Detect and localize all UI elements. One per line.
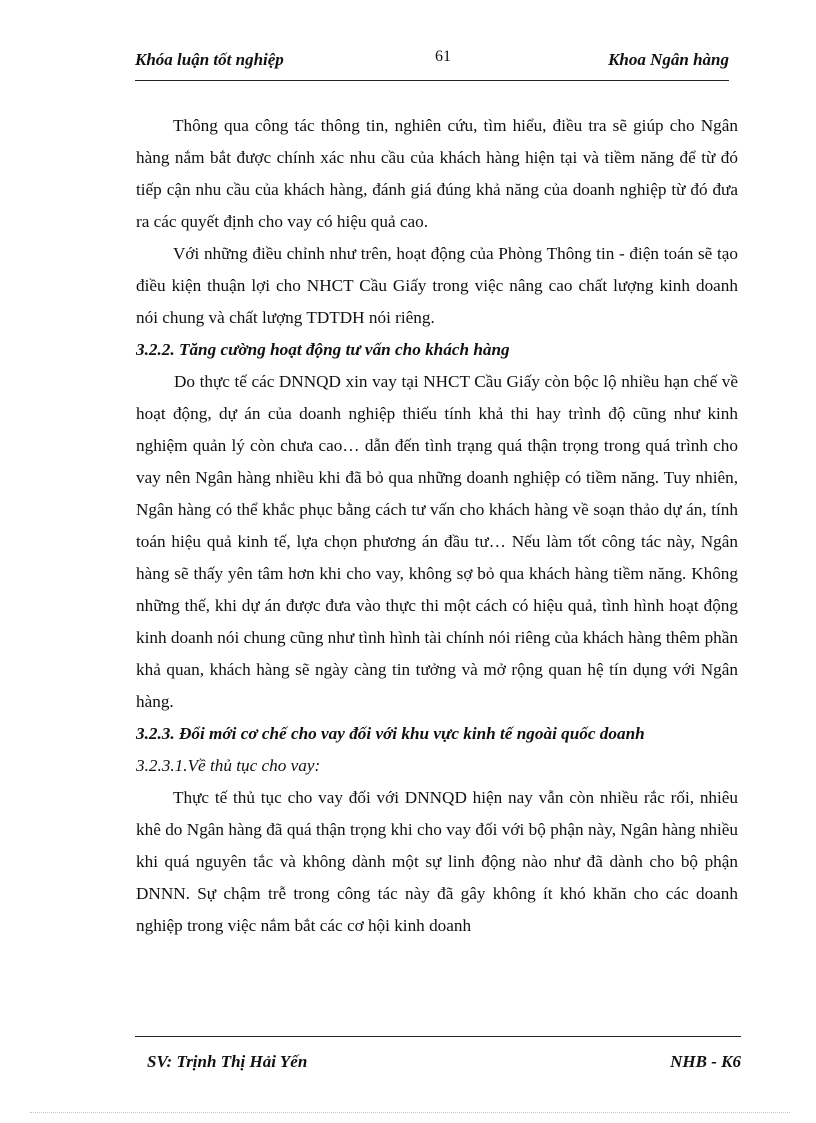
- page-bottom-dotted-line: [30, 1112, 790, 1113]
- footer-rule: [135, 1036, 741, 1037]
- paragraph-it-department: Với những điều chỉnh như trên, hoạt động của Phòng Thông tin - điện toán sẽ tạo điều kiện thuận lợi cho NHCT Cầu Giấy trong việc nâng cao chất lượng kinh doanh nói chung và chất lượng TDTDH nói riêng.: [136, 244, 738, 327]
- header-rule: [135, 80, 729, 81]
- heading-3-2-3-1: 3.2.3.1.Về thủ tục cho vay:: [136, 756, 321, 775]
- page-header: [135, 48, 729, 72]
- heading-3-2-2: 3.2.2. Tăng cường hoạt động tư vấn cho khách hàng: [136, 340, 510, 359]
- paragraph-information-work: Thông qua công tác thông tin, nghiên cứu, tìm hiểu, điều tra sẽ giúp cho Ngân hàng nắm bắt được chính xác nhu cầu của khách hàng hiện tại và tiềm năng để từ đó tiếp cận nhu cầu của khách hàng, đánh giá đúng khả năng của doanh nghiệp từ đó đưa ra các quyết định cho vay có hiệu quả cao.: [136, 116, 738, 231]
- header-department: Khoa Ngân hàng: [608, 50, 729, 69]
- footer-student-name: SV: Trịnh Thị Hải Yến: [147, 1052, 308, 1071]
- page-body: [136, 110, 738, 942]
- paragraph-loan-procedure: Thực tế thủ tục cho vay đối với DNNQD hiện nay vẫn còn nhiều rắc rối, nhiêu khê do Ngân hàng đã quá thận trọng khi cho vay đối với bộ phận này, Ngân hàng nhiều khi quá nguyên tắc và không dành một sự linh động nào như đã dành cho bộ phận DNNN. Sự chậm trễ trong công tác này đã gây không ít khó khăn cho các doanh nghiệp trong việc nắm bắt các cơ hội kinh doanh: [136, 788, 738, 935]
- heading-3-2-3: 3.2.3. Đổi mới cơ chế cho vay đối với khu vực kinh tế ngoài quốc doanh: [136, 724, 645, 743]
- page-footer: [147, 1052, 741, 1078]
- header-thesis-title: Khóa luận tốt nghiệp: [135, 50, 284, 69]
- page-number: 61: [435, 48, 451, 65]
- paragraph-consulting: Do thực tế các DNNQD xin vay tại NHCT Cầu Giấy còn bộc lộ nhiều hạn chế về hoạt động, dự án của doanh nghiệp thiếu tính khả thi hay trình độ cũng như kinh nghiệm quản lý còn chưa cao… dẫn đến tình trạng quá thận trọng trong quá trình cho vay nên Ngân hàng nhiều khi đã bỏ qua những doanh nghiệp có tiềm năng. Tuy nhiên, Ngân hàng có thể khắc phục bằng cách tư vấn cho khách hàng về soạn thảo dự án, tính toán hiệu quả kinh tế, lựa chọn phương án đầu tư… Nếu làm tốt công tác này, Ngân hàng sẽ thấy yên tâm hơn khi cho vay, không sợ bỏ qua khách hàng tiềm năng. Không những thế, khi dự án được đưa vào thực thi một cách có hiệu quả, tình hình hoạt động kinh doanh nói chung cũng như tình hình tài chính nói riêng của khách hàng thêm phần khả quan, khách hàng sẽ ngày càng tin tưởng và mở rộng quan hệ tín dụng với Ngân hàng.: [136, 372, 738, 711]
- footer-class-code: NHB - K6: [670, 1052, 741, 1071]
